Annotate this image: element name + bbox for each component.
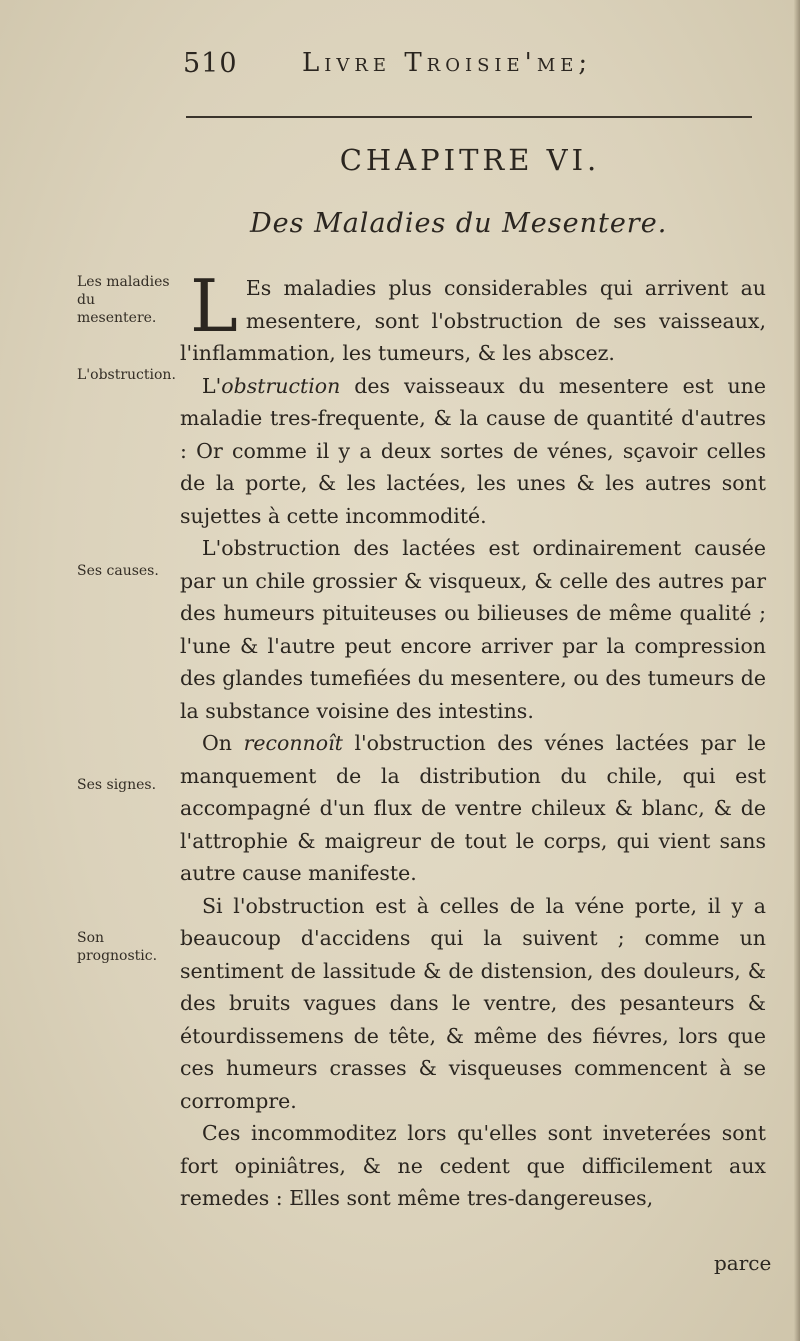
paragraph-2-lead: L' [202,373,222,398]
body-text [180,264,767,1215]
margin-note-obstruction: L'obstruction. [77,367,176,383]
paragraph-2-text: des vaisseaux du mesentere est une maladie tres-frequente, & la cause de quantité d'autres : Or comme il y a deux sortes de vénes, sçavoir celles de la porte, & les lactées, les unes & les autres sont sujettes à cette incommodité. [180,373,766,528]
paragraph-5: Si l'obstruction est à celles de la véne porte, il y a beaucoup d'accidens qui la suivent ; comme un sentiment de lassitude & de distension, des douleurs, & des bruits vagues dans le ventre, des pesanteurs & étourdissemens de tête, & même des fiévres, lors que ces humeurs crasses & visqueuses commencent à se corrompre. [180,893,766,1113]
page-number: 510 [183,48,238,79]
paragraph-4 [180,727,766,890]
chapter-title: CHAPITRE VI. [339,143,601,177]
margin-note-prognostic: Son prognostic. [77,930,158,964]
page-edge [794,0,800,1341]
running-title: Livre Troisie'me; [302,48,593,78]
paragraph-1 [180,264,766,370]
paragraph-1-text: Es maladies plus considerables qui arrivent au mesentere, sont l'obstruction de ses vaisseaux, l'inflammation, les tumeurs, & les abscez. [180,276,766,365]
paragraph-2 [180,370,766,533]
page-header [0,44,800,94]
paragraph-6: Ces incommoditez lors qu'elles sont inveterées sont fort opiniâtres, & ne cedent que difficilement aux remedes : Elles sont même tres-dangereuses, [180,1121,766,1210]
header-rule [186,116,752,118]
catchword: parce [714,1251,772,1275]
chapter-subtitle: Des Maladies du Mesentere. [250,208,668,239]
margin-note-signes: Ses signes. [77,777,157,793]
margin-note-causes: Ses causes. [77,563,159,579]
paragraph-2-emphasis: obstruction [221,373,341,398]
paragraph-4-text: l'obstruction des vénes lactées par le manquement de la distribution du chile, qui est accompagné d'un flux de ventre chileux & blanc, & de l'attrophie & maigreur de tout le corps, qui vient sans autre cause manifeste. [180,731,767,885]
paragraph-4-emphasis: reconnoît [243,731,343,755]
paragraph-3: L'obstruction des lactées est ordinairement causée par un chile grossier & visqueux, & celle des autres par des humeurs pituiteuses ou bilieuses de même qualité ; l'une & l'autre peut encore arriver par la compression des glandes tumefiées du mesentere, ou des tumeurs de la substance voisine des intestins. [180,536,766,723]
margin-note-maladies: Les maladies du mesentere. [77,274,170,326]
paragraph-4-lead: On [202,731,244,755]
drop-cap: L [190,264,238,348]
